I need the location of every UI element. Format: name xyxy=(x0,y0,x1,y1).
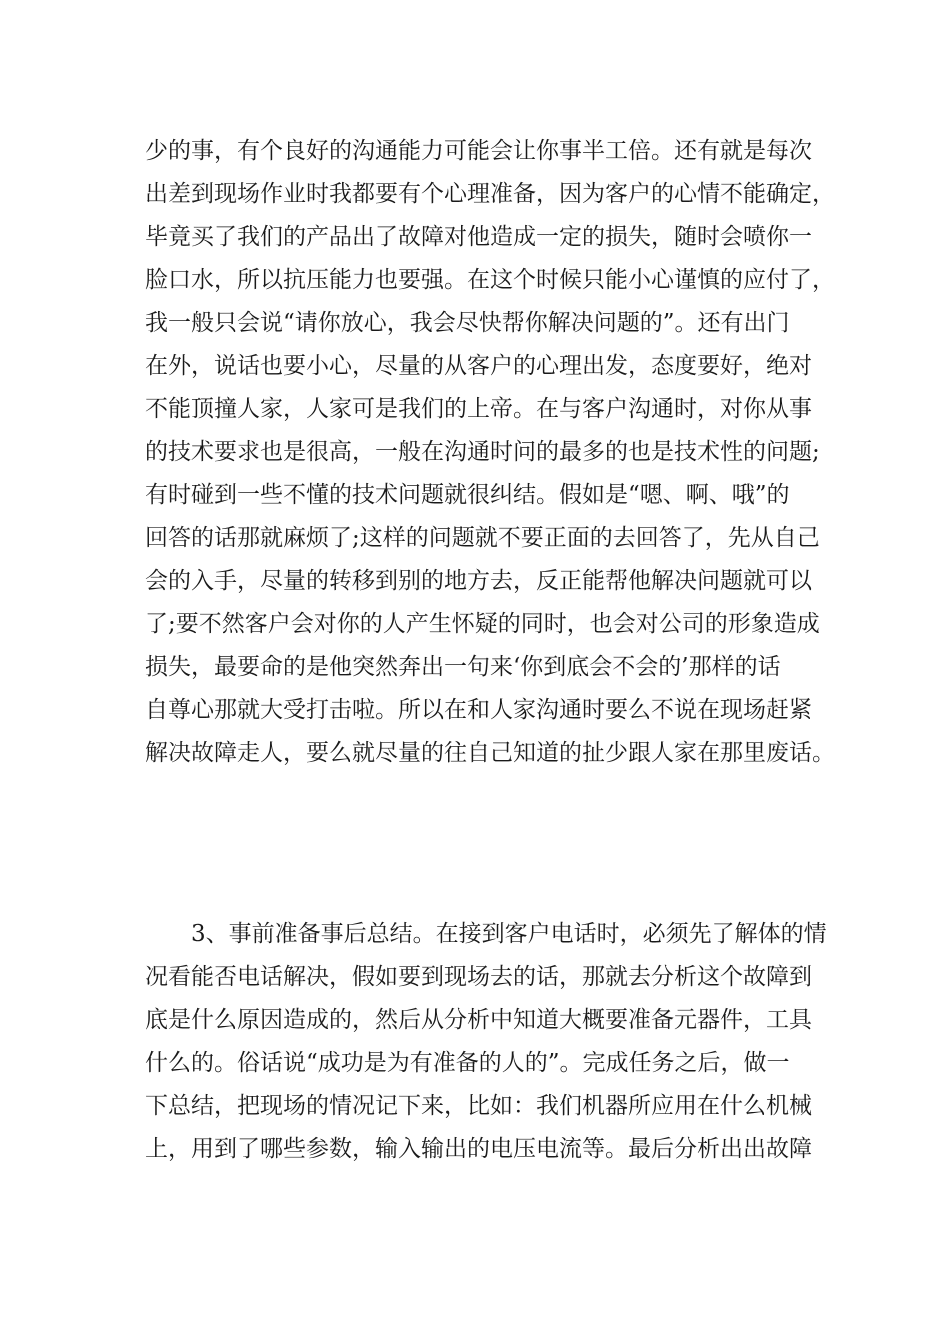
paragraph-line: 有时碰到一些不懂的技术问题就很纠结。假如是“嗯、啊、哦”的 xyxy=(145,482,790,508)
paragraph-line: 在外，说话也要小心，尽量的从客户的心理出发，态度要好，绝对 xyxy=(145,353,812,379)
paragraph-line: 出差到现场作业时我都要有个心理准备，因为客户的心情不能确定， xyxy=(145,181,835,207)
paragraph-line: 况看能否电话解决，假如要到现场去的话，那就去分析这个故障到 xyxy=(145,964,812,990)
paragraph-2 xyxy=(145,913,825,1171)
paragraph-line: 上，用到了哪些参数，输入输出的电压电流等。最后分析出出故障 xyxy=(145,1136,812,1162)
paragraph-line: 自尊心那就大受打击啦。所以在和人家沟通时要么不说在现场赶紧 xyxy=(145,697,812,723)
paragraph-1 xyxy=(145,130,835,775)
paragraph-line: 回答的话那就麻烦了;这样的问题就不要正面的去回答了，先从自己 xyxy=(145,525,820,551)
paragraph-line: 毕竟买了我们的产品出了故障对他造成一定的损失，随时会喷你一 xyxy=(145,224,812,250)
paragraph-line: 3、事前准备事后总结。在接到客户电话时，必须先了解体的情 xyxy=(191,921,827,947)
paragraph-line: 不能顶撞人家，人家可是我们的上帝。在与客户沟通时，对你从事 xyxy=(145,396,812,422)
paragraph-line: 少的事，有个良好的沟通能力可能会让你事半工倍。还有就是每次 xyxy=(145,138,812,164)
paragraph-line: 解决故障走人，要么就尽量的往自己知道的扯少跟人家在那里废话。 xyxy=(145,740,835,766)
paragraph-line: 会的入手，尽量的转移到别的地方去，反正能帮他解决问题就可以 xyxy=(145,568,812,594)
paragraph-line: 脸口水，所以抗压能力也要强。在这个时候只能小心谨慎的应付了， xyxy=(145,267,835,293)
paragraph-line: 损失，最要命的是他突然奔出一句来‘你到底会不会的’那样的话 xyxy=(145,654,781,680)
paragraph-line: 的技术要求也是很高，一般在沟通时问的最多的也是技术性的问题; xyxy=(145,439,820,465)
paragraph-line: 什么的。俗话说“成功是为有准备的人的”。完成任务之后，做一 xyxy=(145,1050,790,1076)
paragraph-line: 了;要不然客户会对你的人产生怀疑的同时，也会对公司的形象造成 xyxy=(145,611,820,637)
paragraph-line: 底是什么原因造成的，然后从分析中知道大概要准备元器件，工具 xyxy=(145,1007,812,1033)
paragraph-line: 我一般只会说“请你放心，我会尽快帮你解决问题的”。还有出门 xyxy=(145,310,790,336)
paragraph-line: 下总结，把现场的情况记下来，比如：我们机器所应用在什么机械 xyxy=(145,1093,812,1119)
